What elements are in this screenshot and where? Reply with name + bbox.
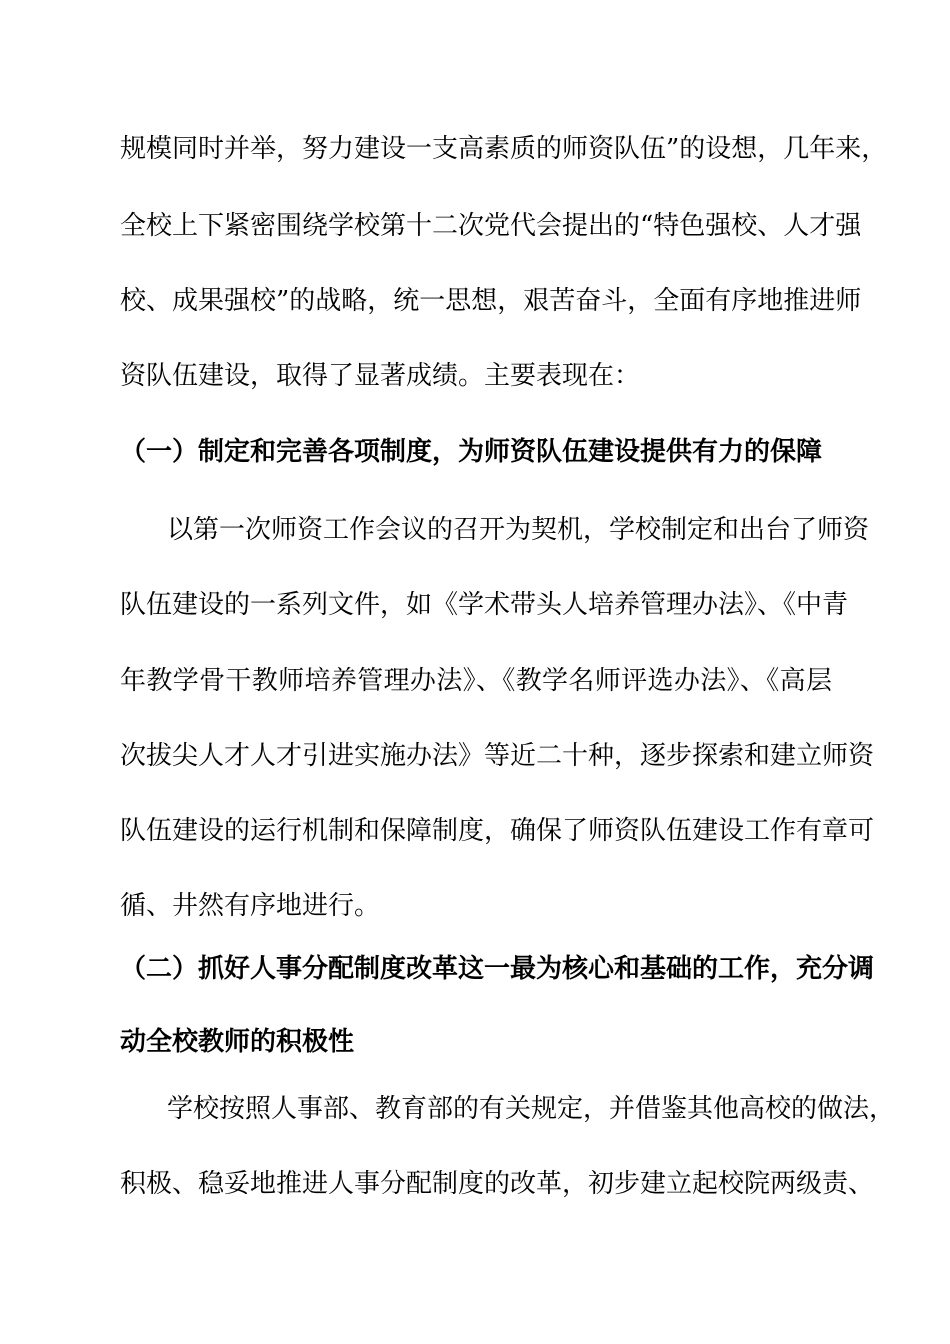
paragraph-3-line-1: 学校按照人事部、教育部的有关规定，并借鉴其他高校的做法， xyxy=(167,1094,896,1124)
paragraph-2-line-1: 以第一次师资工作会议的召开为契机，学校制定和出台了师资 xyxy=(167,515,870,545)
paragraph-1-line-3: 校、成果强校”的战略，统一思想，艰苦奋斗，全面有序地推进师 xyxy=(120,286,862,316)
paragraph-2-line-4: 次拔尖人才人才引进实施办法》等近二十种，逐步探索和建立师资 xyxy=(120,741,875,771)
section-heading-1: （一）制定和完善各项制度，为师资队伍建设提供有力的保障 xyxy=(120,437,823,467)
section-heading-2-line-1: （二）抓好人事分配制度改革这一最为核心和基础的工作，充分调 xyxy=(120,954,875,984)
paragraph-2-line-5: 队伍建设的运行机制和保障制度，确保了师资队伍建设工作有章可 xyxy=(120,816,875,846)
section-heading-2-line-2: 动全校教师的积极性 xyxy=(120,1027,355,1057)
paragraph-1-line-2: 全校上下紧密围绕学校第十二次党代会提出的“特色强校、人才强 xyxy=(120,211,862,241)
paragraph-3-line-2: 积极、稳妥地推进人事分配制度的改革，初步建立起校院两级责、 xyxy=(120,1169,875,1199)
paragraph-2-line-2: 队伍建设的一系列文件，如《学术带头人培养管理办法》、《中青 xyxy=(120,590,849,620)
paragraph-1-line-4: 资队伍建设，取得了显著成绩。主要表现在： xyxy=(120,361,641,391)
paragraph-2-line-6: 循、井然有序地进行。 xyxy=(120,891,381,921)
paragraph-2-line-3: 年教学骨干教师培养管理办法》、《教学名师评选办法》、《高层 xyxy=(120,666,832,696)
paragraph-1-line-1: 规模同时并举，努力建设一支高素质的师资队伍”的设想，几年来， xyxy=(120,134,888,164)
